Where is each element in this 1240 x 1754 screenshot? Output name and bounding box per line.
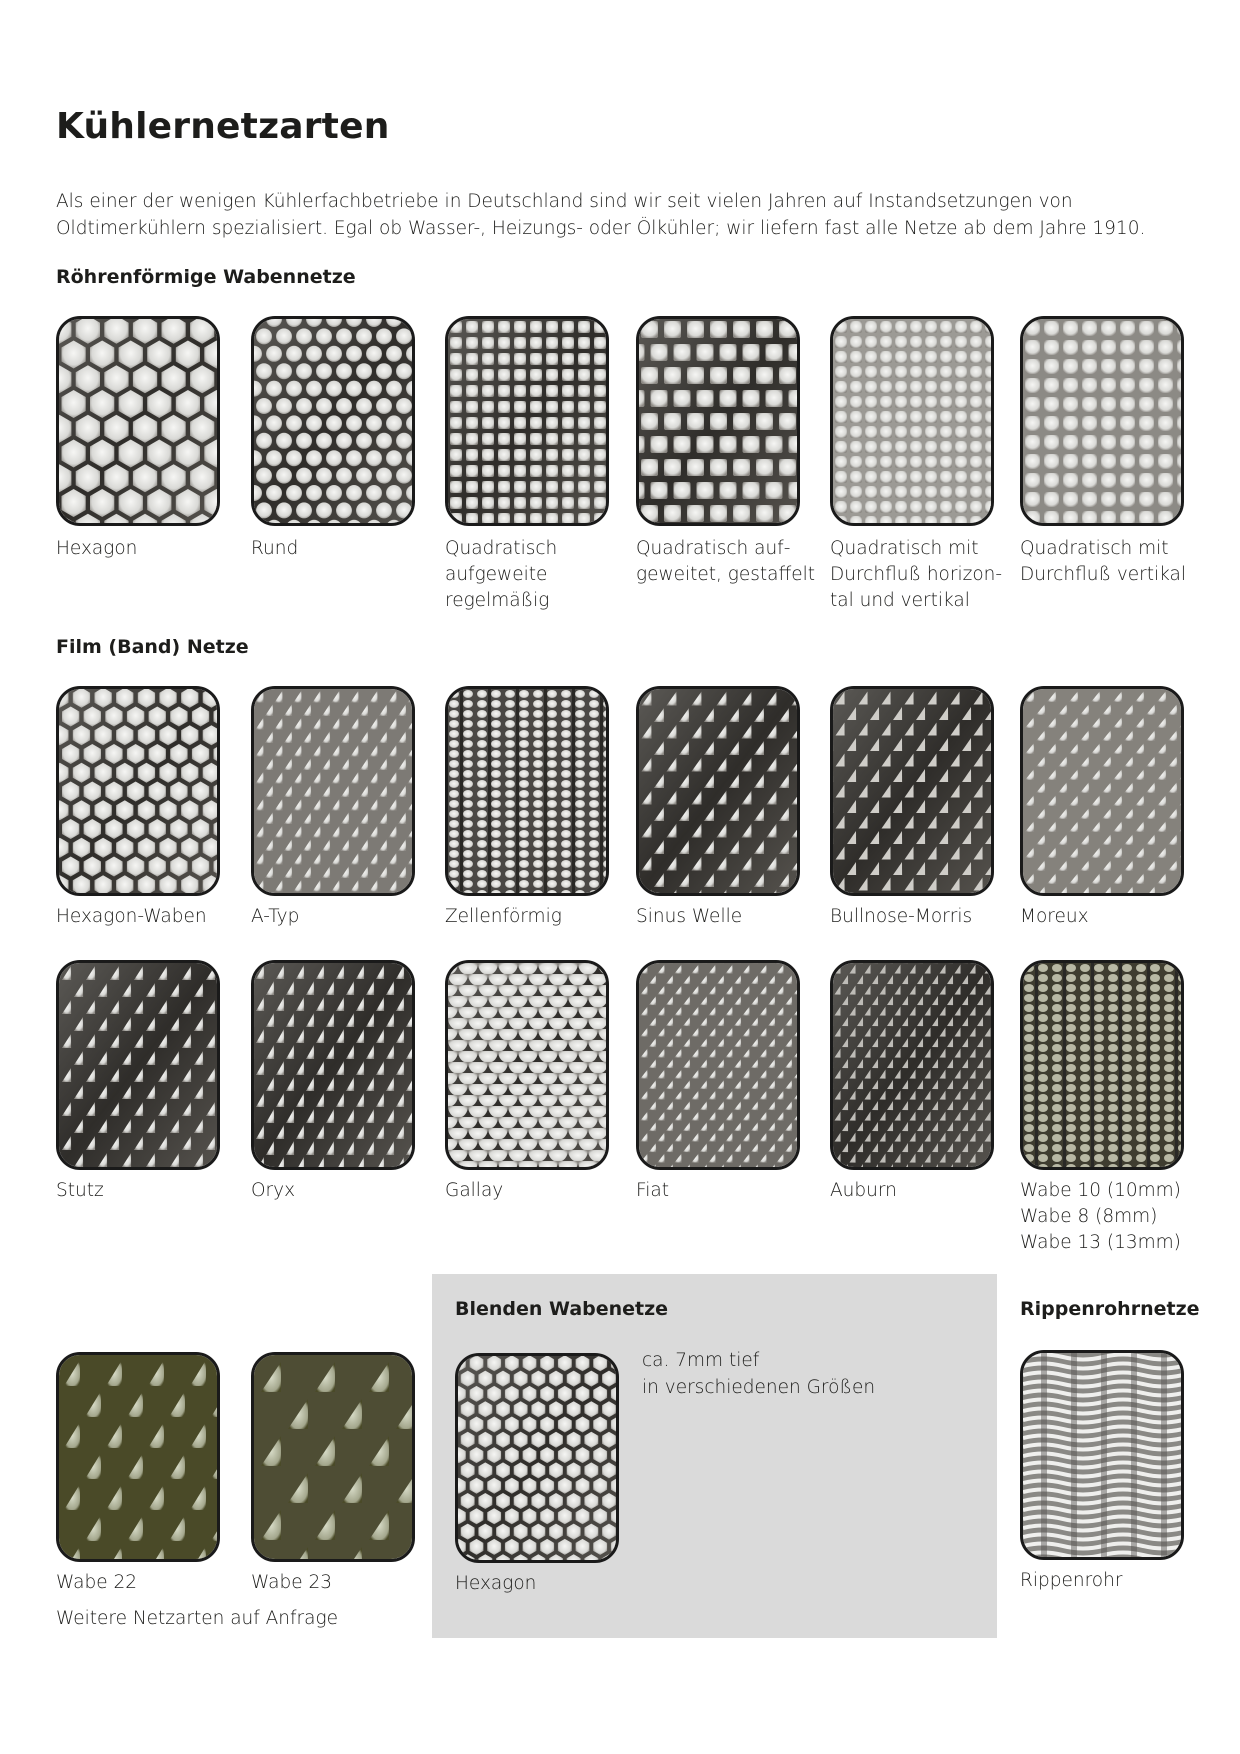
mesh-texture: [1023, 1353, 1181, 1557]
section-heading-rippen: Rippenrohrnetze: [1020, 1298, 1200, 1320]
mesh-texture: [639, 963, 797, 1167]
blenden-depth: ca. 7mm tief: [642, 1350, 760, 1371]
tile-quadratisch-vertikal: [1020, 316, 1184, 526]
mesh-texture: [448, 319, 606, 523]
tile-fiat: [636, 960, 800, 1170]
mesh-texture: [1023, 689, 1181, 893]
caption-wabe-22: Wabe 22: [56, 1572, 137, 1593]
blenden-description: [642, 1347, 875, 1401]
tile-stutz: [56, 960, 220, 1170]
tile-oryx: [251, 960, 415, 1170]
caption-quadratisch-gestaffelt: Quadratisch auf- geweitet, gestaffelt: [636, 538, 816, 585]
caption-oryx: Oryx: [251, 1180, 296, 1201]
tile-bullnose-morris: [830, 686, 994, 896]
mesh-texture: [639, 689, 797, 893]
caption-zellenfoermig: Zellenförmig: [445, 906, 562, 927]
mesh-texture: [1023, 963, 1181, 1167]
tile-zellenfoermig: [445, 686, 609, 896]
tile-wabe-10-8-13: [1020, 960, 1184, 1170]
tile-hexagon: [56, 316, 220, 526]
caption-blenden-hexagon: Hexagon: [455, 1573, 537, 1594]
mesh-texture: [254, 319, 412, 523]
caption-quadratisch-horizontal-vertikal: Quadratisch mit Durchfluß horizon- tal und vertikal: [830, 538, 1003, 611]
section-heading-film: Film (Band) Netze: [56, 636, 249, 658]
mesh-texture: [254, 1355, 412, 1559]
mesh-texture: [833, 319, 991, 523]
tile-rippenrohr: [1020, 1350, 1184, 1560]
section-heading-tube: Röhrenförmige Wabennetze: [56, 266, 356, 288]
caption-bullnose-morris: Bullnose-Morris: [830, 906, 973, 927]
tile-rund: [251, 316, 415, 526]
mesh-texture: [448, 689, 606, 893]
caption-fiat: Fiat: [636, 1180, 670, 1201]
mesh-texture: [254, 689, 412, 893]
caption-a-typ: A-Typ: [251, 906, 300, 927]
caption-auburn: Auburn: [830, 1180, 897, 1201]
tile-quadratisch-gestaffelt: [636, 316, 800, 526]
mesh-texture: [59, 319, 217, 523]
mesh-texture: [59, 963, 217, 1167]
caption-sinus-welle: Sinus Welle: [636, 906, 743, 927]
mesh-texture: [639, 319, 797, 523]
footer-note: Weitere Netzarten auf Anfrage: [56, 1608, 338, 1629]
caption-wabe-23: Wabe 23: [251, 1572, 332, 1593]
caption-rippenrohr: Rippenrohr: [1020, 1570, 1123, 1591]
blenden-sizes: in verschiedenen Größen: [642, 1377, 876, 1398]
tile-quadratisch-regelmaessig: [445, 316, 609, 526]
mesh-texture: [833, 689, 991, 893]
caption-quadratisch-regelmaessig: Quadratisch aufgeweite regelmäßig: [445, 538, 558, 611]
caption-rund: Rund: [251, 538, 299, 559]
tile-quadratisch-horizontal-vertikal: [830, 316, 994, 526]
intro-text: Als einer der wenigen Kühlerfachbetriebe in Deutschland sind wir seit vielen Jahren auf Instandsetzungen von Oldtimerkühlern spezialisiert. Egal ob Wasser-, Heizungs- oder Ölkühler; wir liefern fast alle Netze ab dem Jahre 1910.: [56, 191, 1146, 239]
tile-wabe-22: [56, 1352, 220, 1562]
tile-hexagon-waben: [56, 686, 220, 896]
caption-wabe-10-8-13: Wabe 10 (10mm) Wabe 8 (8mm) Wabe 13 (13mm): [1020, 1180, 1181, 1253]
section-heading-blenden: Blenden Wabenetze: [455, 1298, 669, 1320]
caption-hexagon-waben: Hexagon-Waben: [56, 906, 207, 927]
mesh-texture: [59, 1355, 217, 1559]
tile-a-typ: [251, 686, 415, 896]
tile-auburn: [830, 960, 994, 1170]
caption-stutz: Stutz: [56, 1180, 104, 1201]
caption-quadratisch-vertikal: Quadratisch mit Durchfluß vertikal: [1020, 538, 1187, 585]
caption-gallay: Gallay: [445, 1180, 504, 1201]
tile-gallay: [445, 960, 609, 1170]
page-title: Kühlernetzarten: [56, 106, 390, 147]
tile-moreux: [1020, 686, 1184, 896]
tile-sinus-welle: [636, 686, 800, 896]
tile-blenden-hexagon: [455, 1353, 619, 1563]
mesh-texture: [1023, 319, 1181, 523]
mesh-texture: [458, 1356, 616, 1560]
mesh-texture: [254, 963, 412, 1167]
caption-moreux: Moreux: [1020, 906, 1089, 927]
mesh-texture: [833, 963, 991, 1167]
caption-hexagon: Hexagon: [56, 538, 138, 559]
mesh-texture: [448, 963, 606, 1167]
tile-wabe-23: [251, 1352, 415, 1562]
mesh-texture: [59, 689, 217, 893]
